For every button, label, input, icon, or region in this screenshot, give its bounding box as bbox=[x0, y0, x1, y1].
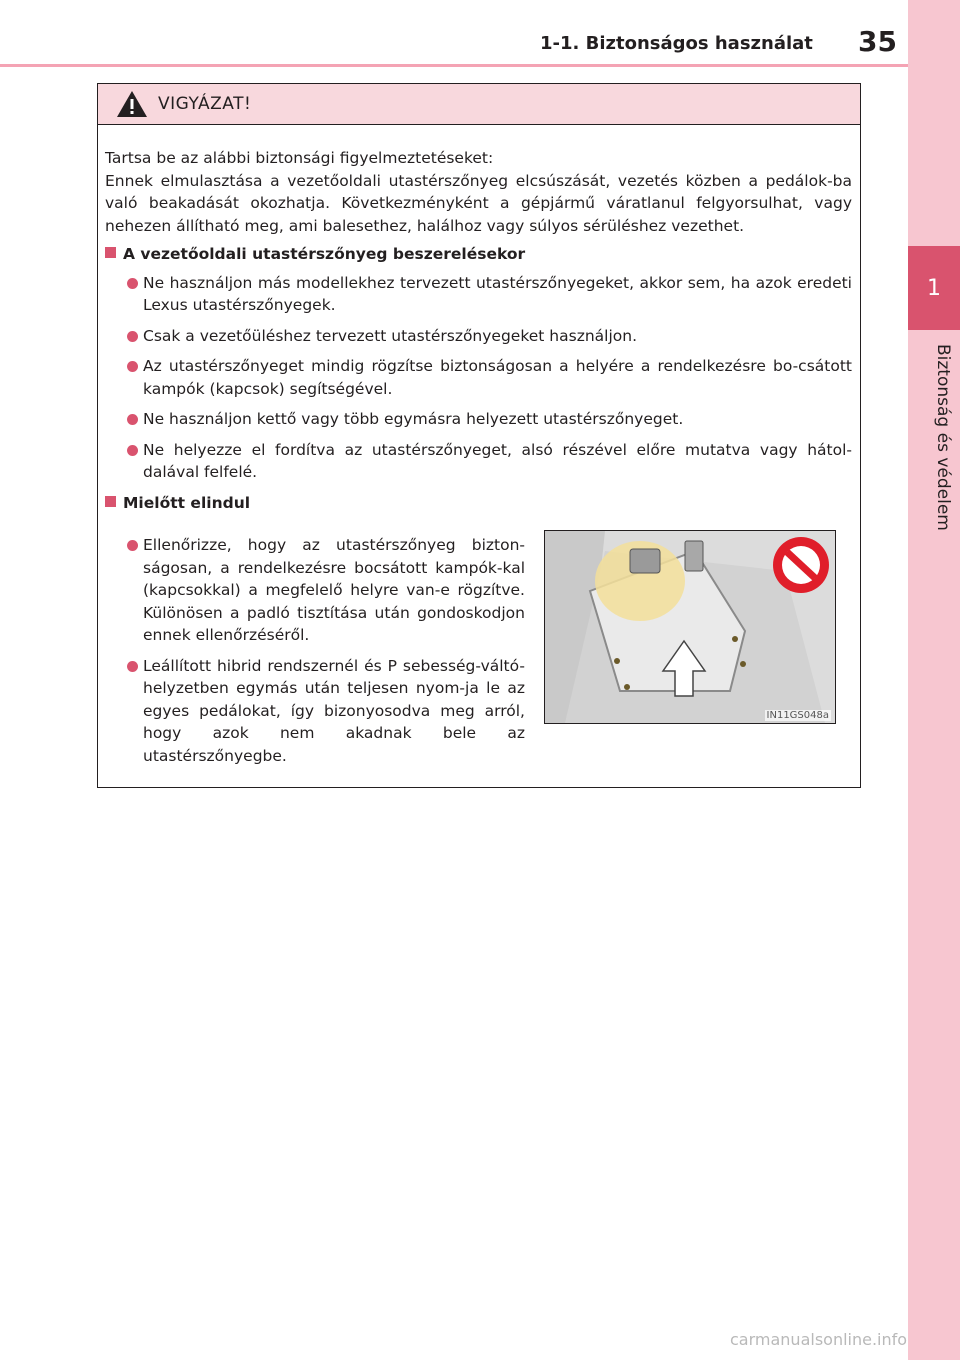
list-item bbox=[127, 355, 852, 400]
figure-code: IN11GS048a bbox=[766, 710, 829, 721]
running-title: 1-1. Biztonságos használat bbox=[540, 33, 813, 54]
list-item-text: Az utastérszőnyeget mindig rögzítse biztonságosan a helyére a rendelkezésre bo-csátott kampók (kapcsok) segítségével. bbox=[143, 357, 852, 398]
list-item bbox=[127, 534, 525, 647]
intro-line: Tartsa be az alábbi biztonsági figyelmeztetéseket: bbox=[105, 149, 494, 167]
list-item-text: Ne használjon más modellekhez tervezett utastérszőnyegeket, akkor sem, ha azok eredeti Lexus utastérszőnyegek. bbox=[143, 273, 852, 314]
caution-label: VIGYÁZAT! bbox=[158, 94, 252, 114]
floor-mat-illustration bbox=[544, 530, 836, 724]
watermark[interactable]: carmanualsonline.info bbox=[730, 1330, 908, 1349]
caution-header bbox=[98, 84, 860, 125]
square-bullet-icon bbox=[105, 247, 116, 258]
list-item bbox=[127, 325, 852, 348]
list-item-text: Ellenőrizze, hogy az utastérszőnyeg bizton-ságosan, a rendelkezésre bocsátott kampók-kal (kapcsokkal) a megfelelő helyre van-e rögzítve. Különösen a padló tisztítása után gondoskodjon ennek ellenőrzéséről. bbox=[143, 536, 525, 644]
warning-triangle-icon bbox=[116, 90, 148, 118]
round-bullet-icon bbox=[127, 414, 138, 425]
section-heading-text: A vezetőoldali utastérszőnyeg beszerelésekor bbox=[123, 245, 526, 263]
square-bullet-icon bbox=[105, 496, 116, 507]
list-item bbox=[127, 439, 852, 484]
round-bullet-icon bbox=[127, 361, 138, 372]
list-item bbox=[127, 655, 525, 768]
list-item-text: Leállított hibrid rendszernél és P sebesség-váltó-helyzetben egymás után teljesen nyom-ja le az egyes pedálokat, így bizonyosodva meg arról, hogy azok nem akadnak bele az utastérszőnyegbe. bbox=[143, 656, 525, 765]
intro-line: Ennek elmulasztása a vezetőoldali utastérszőnyeg elcsúszását, vezetés közben a pedálok-ba való beakadását okozhatja. Következményként a gépjármű váratlanul felgyorsulhat, vagy nehezen állítható meg, ami balesethez, halálhoz vagy súlyos sérüléshez vezethet. bbox=[105, 171, 852, 235]
page-number: 35 bbox=[858, 25, 897, 58]
header-divider bbox=[0, 64, 908, 67]
round-bullet-icon bbox=[127, 540, 138, 551]
side-tab-strip bbox=[908, 0, 960, 1360]
list-item-text: Ne használjon kettő vagy több egymásra helyezett utastérszőnyeget. bbox=[143, 410, 684, 428]
section-heading bbox=[105, 243, 852, 266]
list-item bbox=[127, 272, 852, 317]
round-bullet-icon bbox=[127, 661, 138, 672]
round-bullet-icon bbox=[127, 278, 138, 289]
round-bullet-icon bbox=[127, 445, 138, 456]
section-text-column bbox=[105, 520, 525, 775]
round-bullet-icon bbox=[127, 331, 138, 342]
section-heading-text: Mielőtt elindul bbox=[123, 493, 251, 512]
floor-mat-drawing bbox=[545, 531, 835, 723]
section-heading bbox=[105, 492, 852, 515]
chapter-title: Biztonság és védelem bbox=[933, 344, 953, 531]
chapter-number[interactable]: 1 bbox=[908, 246, 960, 330]
list-item-text: Csak a vezetőüléshez tervezett utastérszőnyegeket használjon. bbox=[143, 326, 638, 345]
caution-intro bbox=[105, 147, 852, 237]
list-item-text: Ne helyezze el fordítva az utastérszőnyeget, alsó részével előre mutatva vagy hátol-dalával felfelé. bbox=[143, 440, 852, 481]
list-item bbox=[127, 408, 852, 431]
